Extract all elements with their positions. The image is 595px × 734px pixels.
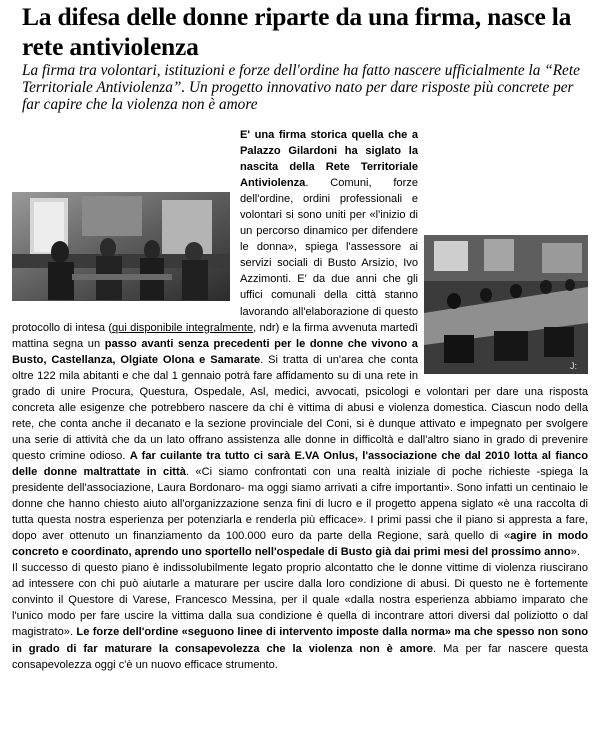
photo-meeting-room [424,235,588,374]
article-text-2a: . «Ci siamo confrontati con una realtà iniziale di poche richieste -spiega la presidente dell'associazione, Laura Bordonaro- ma oggi siamo arrivati a cifre importanti». Sono infatti un centinaio le donne che hanno chiesto aiuto all'organizzazione senza fini di lucro e il progetto appena siglato «è una raccolta di tutta questa nostra esperienza per potenziarla e renderla più efficace». I primi passi che il piano si appresta a fare, dopo aver ottenuto un finanziamento da 100.000 euro da parte della Regione, sarà quello di « [12,465,588,543]
headline-subtitle: La firma tra volontari, istituzioni e forze dell'ordine ha fatto nascere ufficialmente la “Rete Territoriale Antiviolenza”. Un progetto innovativo nato per dare risposte più concrete per far capire che la violenza non è amore [22,62,580,113]
article-text-1c: . Si tratta di un'area che conta oltre 122 mila abitanti e che dal 1 gennaio potrà fare affidamento su di una rete in grado di unire Procura, Questura, Ospedale, Asl, medici, avvocati, psicologi e volontari per dare una risposta concreta alle esigenze che potrebbero nascere da chi è vittima di abusi e violenza domestica. Ciascun nodo della rete, che conta anche il decanato e la sezione provinciale del Coni, si è dunque attivato e impegnato per svolgere una serie di attività che da un lato offrano assistenza alle donne in difficoltà e dall'altro siano in grado di prevenire questo crimine odioso. [12,353,588,462]
article-text-2b: ». [570,546,580,559]
photo-mark: J: [570,361,578,371]
protocol-link[interactable]: qui disponibile integralmente [112,321,254,334]
photo-signing-ceremony [12,192,230,301]
article-text-1a: . Comuni, forze dell'ordine, ordini professionali e volontari si sono uniti per «l'inizio di un percorso dinamico per difendere le donna», spiega l'assessore ai servizi sociali di Busto Arsizio, Ivo Azzimonti. E' da due anni che gli uffici comunali della città stanno lavorando all'elaborazione di questo protocollo di intesa ( [12,177,418,334]
article-paragraph-3 [12,560,588,672]
article-highlight-4: Le forze dell'ordine «seguono linee di intervento imposte dalla norma» ma che spesso non sono in grado di far maturare la consapevolezza che la violenza non è amore [12,626,588,655]
article-text-1b: , ndr) e la firma avvenuta martedì mattina segna un [12,321,418,350]
article-lead-bold: E' una firma storica quella che a Palazzo Gilardoni ha siglato la nascita della Rete Territoriale Antiviolenza [240,129,418,190]
article-text-3a: Il successo di questo piano è indissolubilmente legato proprio alcontatto che le donne vittime di violenza riuscirano ad intessere con chi può aiutarle a maturare per uscire dalla loro condizione di abusi. Di questo ne è fortemente convinto il Questore di Varese, Francesco Messina, per il quale «dalla nostra esperienza abbiamo imparato che l'unico modo per fare uscire la vittima dalla sua condizione è quella di incontrare attori diversi dal poliziotto o dal magistrato». [12,562,588,639]
article-highlight-3: agire in modo concreto e coordinato, aprendo uno sportello nell'ospedale di Busto già dai primi mesi del prossimo anno [12,530,589,559]
headline-title: La difesa delle donne riparte da una firma, nasce la rete antiviolenza [22,2,572,61]
article-highlight-2: A far cuilante tra tutto ci sarà E.VA Onlus, l'associazione che dal 2010 lotta al fianco delle donne maltrattate in città [12,449,588,478]
article-text-3b: . Ma per far nascere questa consapevolezza oggi c'è un nuovo efficace strumento. [12,642,588,671]
article-flow [12,127,588,673]
article-highlight-1: passo avanti senza precedenti per le donne che vivono a Busto, Castellanza, Olgiate Olona e Samarate [12,337,418,366]
